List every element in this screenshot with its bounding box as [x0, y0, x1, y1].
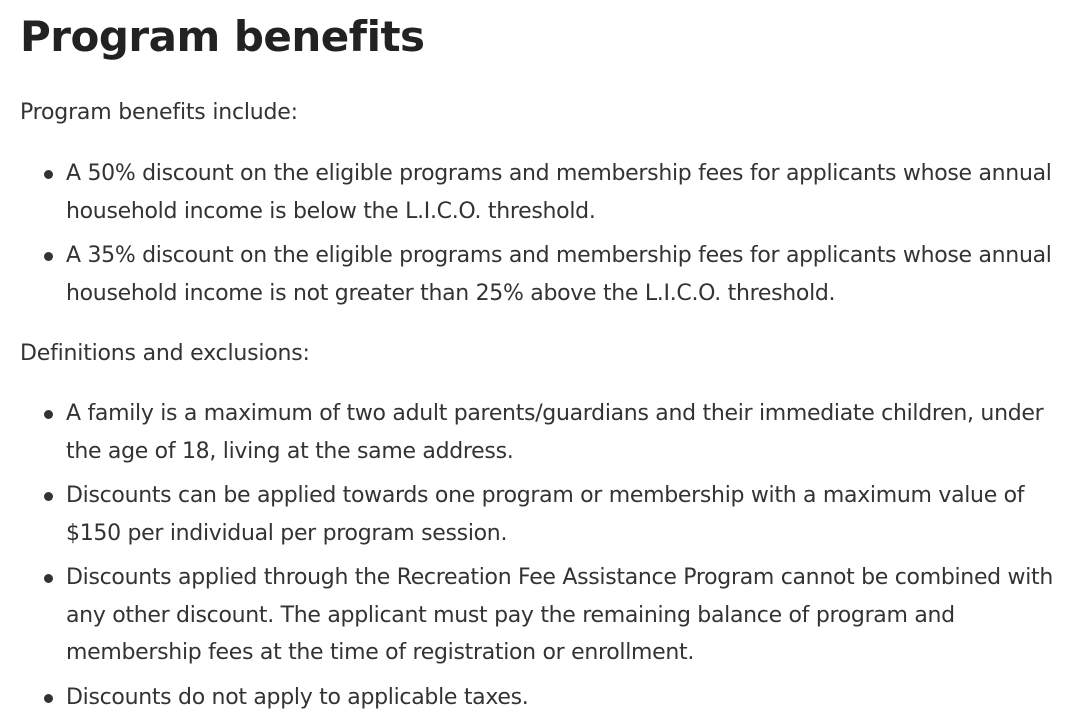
list-item-text: A 50% discount on the eligible programs and membership fees for applicants whose annual household income is below the L.I.C.O. threshold. [66, 161, 1052, 224]
list-item [20, 237, 1070, 312]
bullet-icon [44, 410, 53, 419]
list-item [20, 559, 1070, 672]
list-item-text: Discounts applied through the Recreation Fee Assistance Program cannot be combined with any other discount. The applicant must pay the remaining balance of program and membership fees at the time of registration or enrollment. [66, 565, 1054, 665]
bullet-icon [44, 574, 53, 583]
bullet-icon [44, 492, 53, 501]
list-item [20, 155, 1070, 230]
bullet-icon [44, 694, 53, 703]
benefits-list [20, 155, 1070, 319]
list-item-text: Discounts can be applied towards one program or membership with a maximum value of $150 per individual per program session. [66, 483, 1025, 546]
definitions-intro: Definitions and exclusions: [20, 341, 310, 366]
list-item-text: Discounts do not apply to applicable taxes. [66, 684, 529, 710]
page-title: Program benefits [20, 12, 425, 61]
benefits-intro: Program benefits include: [20, 100, 298, 125]
list-item [20, 477, 1070, 552]
definitions-list [20, 395, 1070, 723]
list-item-text: A 35% discount on the eligible programs and membership fees for applicants whose annual household income is not greater than 25% above the L.I.C.O. threshold. [66, 243, 1052, 306]
list-item [20, 395, 1070, 470]
list-item-text: A family is a maximum of two adult parents/guardians and their immediate children, under the age of 18, living at the same address. [66, 401, 1044, 464]
bullet-icon [44, 252, 53, 261]
list-item [20, 679, 1070, 717]
bullet-icon [44, 170, 53, 179]
